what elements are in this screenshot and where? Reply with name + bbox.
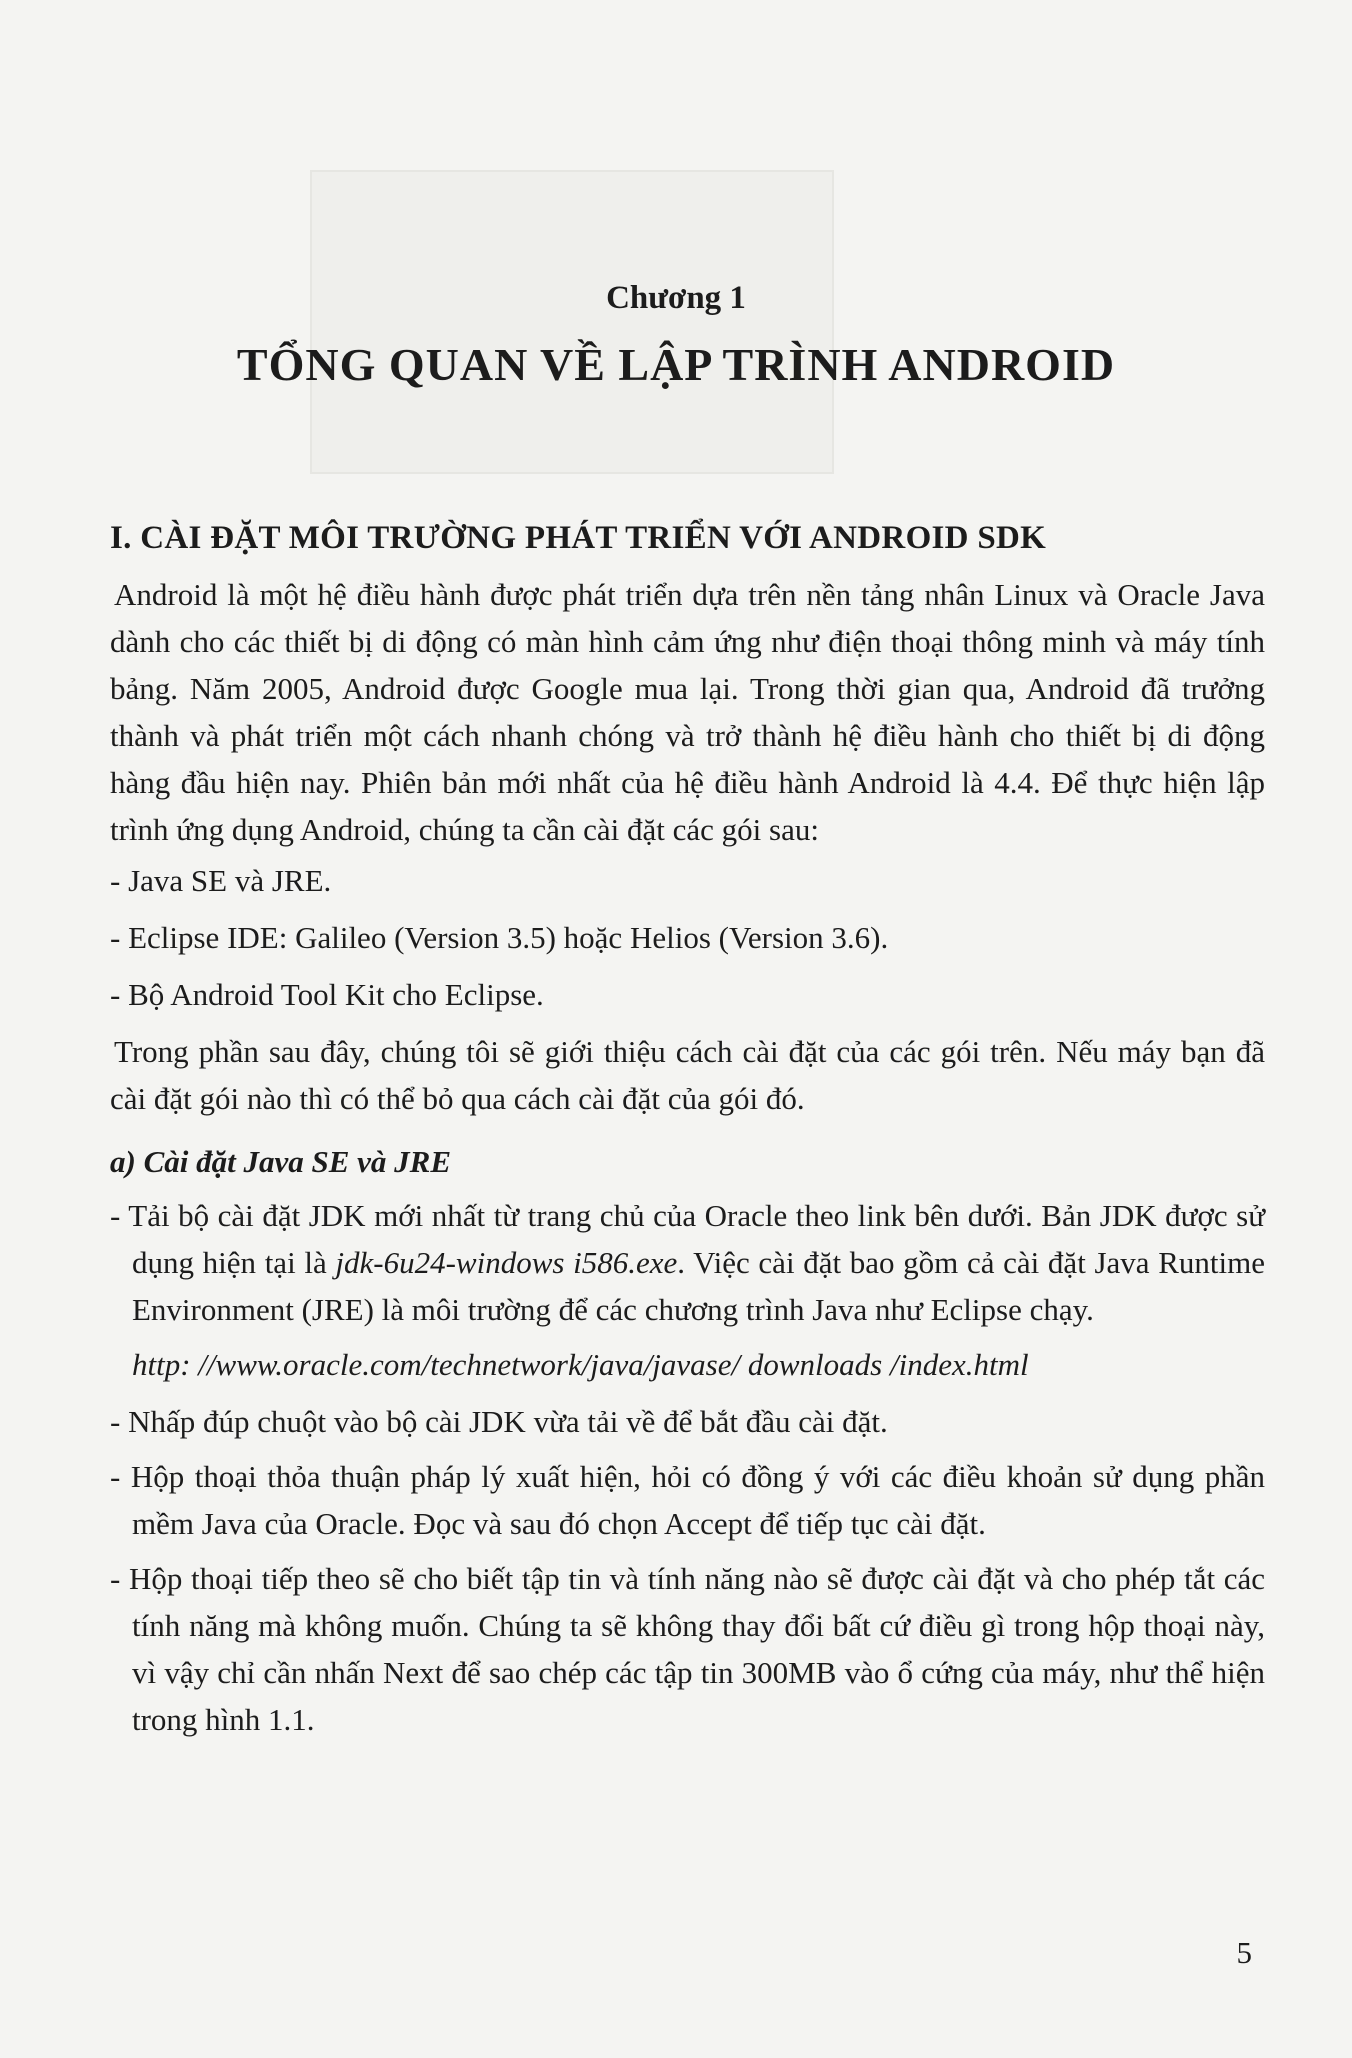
chapter-label: Chương 1	[606, 280, 746, 316]
list-item: - Java SE và JRE.	[110, 863, 332, 898]
list-item: - Eclipse IDE: Galileo (Version 3.5) hoặc Helios (Version 3.6).	[110, 920, 889, 955]
page-number: 5	[1236, 1935, 1252, 1970]
list-item	[110, 1192, 1265, 1333]
package-list	[110, 857, 1265, 1018]
followup-paragraph: Trong phần sau đây, chúng tôi sẽ giới thiệu cách cài đặt của các gói trên. Nếu máy bạn đã cài đặt gói nào thì có thể bỏ qua cách cài đặt của gói đó.	[110, 1034, 1265, 1116]
subsection-heading: a) Cài đặt Java SE và JRE	[110, 1144, 452, 1179]
install-steps-continued	[110, 1398, 1265, 1743]
step-text: - Tải bộ cài đặt JDK mới nhất từ trang chủ của Oracle theo link bên dưới. Bản JDK được sử dụng hiện tại là	[110, 1198, 1265, 1280]
jdk-filename: jdk-6u24-windows i586.exe	[335, 1245, 678, 1280]
section-heading: I. CÀI ĐẶT MÔI TRƯỜNG PHÁT TRIỂN VỚI ANDROID SDK	[110, 520, 1047, 556]
intro-paragraph	[110, 571, 1265, 853]
list-item: - Bộ Android Tool Kit cho Eclipse.	[110, 977, 544, 1012]
oracle-download-link[interactable]: http: //www.oracle.com/technetwork/java/javase/ downloads /index.html	[132, 1347, 1029, 1382]
chapter-title: TỔNG QUAN VỀ LẬP TRÌNH ANDROID	[236, 339, 1116, 390]
list-item: - Nhấp đúp chuột vào bộ cài JDK vừa tải về để bắt đầu cài đặt.	[110, 1404, 888, 1439]
install-steps	[110, 1192, 1265, 1333]
page-content	[110, 520, 1265, 1751]
list-item: - Hộp thoại tiếp theo sẽ cho biết tập tin và tính năng nào sẽ được cài đặt và cho phép tắt các tính năng mà không muốn. Chúng ta sẽ không thay đổi bất cứ điều gì trong hộp thoại này, vì vậy chỉ cần nhấn Next để sao chép các tập tin 300MB vào ổ cứng của máy, như thể hiện trong hình 1.1.	[110, 1561, 1265, 1737]
intro-text: Android là một hệ điều hành được phát triển dựa trên nền tảng nhân Linux và Oracle Java dành cho các thiết bị di động có màn hình cảm ứng như điện thoại thông minh và máy tính bảng. Năm 2005, Android được Google mua lại. Trong thời gian qua, Android đã trưởng thành và phát triển một cách nhanh chóng và trở thành hệ điều hành cho thiết bị di động hàng đầu hiện nay. Phiên bản mới nhất của hệ điều hành Android là 4.4. Để thực hiện lập trình ứng dụng Android, chúng ta cần cài đặt các gói sau:	[110, 577, 1265, 847]
list-item: - Hộp thoại thỏa thuận pháp lý xuất hiện, hỏi có đồng ý với các điều khoản sử dụng phần mềm Java của Oracle. Đọc và sau đó chọn Accept để tiếp tục cài đặt.	[110, 1459, 1265, 1541]
step-text: . Việc cài đặt bao gồm cả cài đặt Java Runtime Environment (JRE) là môi trường để các chương trình Java như Eclipse chạy.	[132, 1245, 1265, 1327]
bleed-through-figure	[310, 170, 834, 474]
